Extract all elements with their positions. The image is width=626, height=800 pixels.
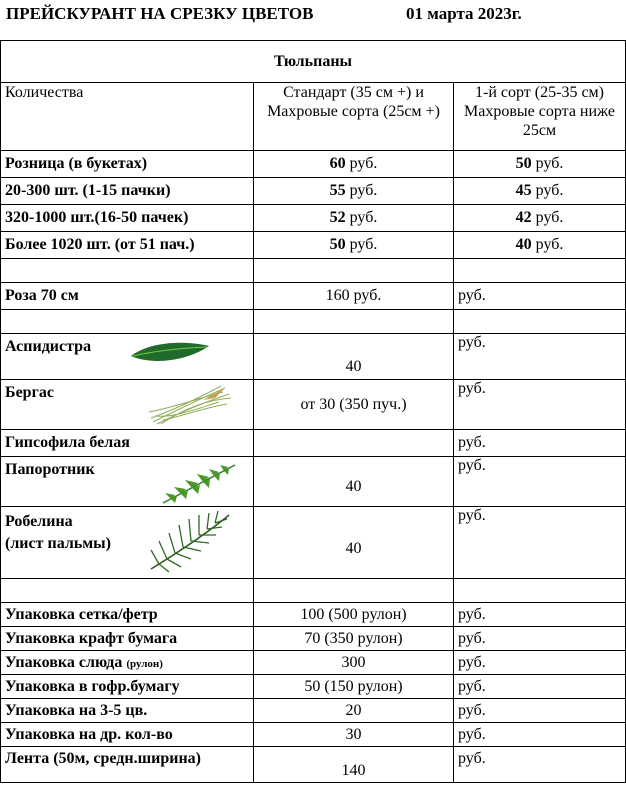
palm-leaf-icon — [147, 509, 233, 575]
packaging-extra: руб. — [454, 699, 626, 723]
tulips-section-row — [1, 41, 626, 83]
greens-extra: руб. — [454, 430, 626, 457]
table-row — [1, 507, 626, 579]
col-grade1-header: 1-й сорт (25-35 см) Махровые сорта ниже 25см — [454, 83, 626, 151]
greens-label: Гипсофила белая — [1, 430, 254, 457]
greens-label-cell — [1, 507, 254, 579]
greens-label-cell — [1, 457, 254, 507]
packaging-label: Упаковка слюда (рулон) — [1, 651, 254, 675]
table-row — [1, 232, 626, 259]
spacer-row — [1, 259, 626, 283]
greens-label: Робелина (лист пальмы) — [5, 513, 111, 552]
rose-label: Роза 70 см — [1, 283, 254, 310]
table-row — [1, 627, 626, 651]
packaging-label: Лента (50м, средн.ширина) — [1, 747, 254, 783]
table-row — [1, 651, 626, 675]
tulip-grade1-price: 50 руб. — [454, 151, 626, 178]
packaging-price: 50 (150 рулон) — [254, 675, 454, 699]
packaging-label: Упаковка сетка/фетр — [1, 603, 254, 627]
table-row — [1, 723, 626, 747]
packaging-extra: руб. — [454, 651, 626, 675]
packaging-price: 30 — [254, 723, 454, 747]
tulip-qty-label: Розница (в букетах) — [1, 151, 254, 178]
table-row — [1, 603, 626, 627]
tulip-qty-label: 20-300 шт. (1-15 пачки) — [1, 178, 254, 205]
packaging-extra: руб. — [454, 627, 626, 651]
greens-label-cell — [1, 380, 254, 430]
greens-extra: руб. — [454, 380, 626, 430]
rose-extra: руб. — [454, 283, 626, 310]
tulips-header-row — [1, 83, 626, 151]
table-row — [1, 430, 626, 457]
tulip-standard-price: 52 руб. — [254, 205, 454, 232]
greens-price: 40 — [254, 507, 454, 579]
table-row — [1, 457, 626, 507]
packaging-price: 20 — [254, 699, 454, 723]
packaging-price: 70 (350 рулон) — [254, 627, 454, 651]
table-row — [1, 747, 626, 783]
packaging-extra: руб. — [454, 747, 626, 783]
packaging-label: Упаковка крафт бумага — [1, 627, 254, 651]
table-row — [1, 178, 626, 205]
page-title: ПРЕЙСКУРАНТ НА СРЕЗКУ ЦВЕТОВ — [6, 4, 314, 23]
packaging-label: Упаковка на др. кол-во — [1, 723, 254, 747]
tulip-qty-label: 320-1000 шт.(16-50 пачек) — [1, 205, 254, 232]
table-row — [1, 283, 626, 310]
table-row — [1, 151, 626, 178]
greens-price: 40 — [254, 457, 454, 507]
price-date: 01 марта 2023г. — [406, 4, 522, 23]
packaging-price: 100 (500 рулон) — [254, 603, 454, 627]
col-standard-header: Стандарт (35 см +) и Махровые сорта (25см +) — [254, 83, 454, 151]
greens-extra: руб. — [454, 507, 626, 579]
tulip-standard-price: 50 руб. — [254, 232, 454, 259]
tulip-standard-price: 55 руб. — [254, 178, 454, 205]
table-row — [1, 334, 626, 380]
spacer-row — [1, 310, 626, 334]
table-row — [1, 675, 626, 699]
table-row — [1, 380, 626, 430]
greens-extra: руб. — [454, 334, 626, 380]
packaging-extra: руб. — [454, 723, 626, 747]
tulip-qty-label: Более 1020 шт. (от 51 пач.) — [1, 232, 254, 259]
greens-label-cell — [1, 334, 254, 380]
rose-price: 160 руб. — [254, 283, 454, 310]
greens-label: Папоротник — [5, 461, 95, 478]
page-header — [6, 4, 626, 30]
greens-price — [254, 430, 454, 457]
packaging-price: 140 — [254, 747, 454, 783]
greens-extra: руб. — [454, 457, 626, 507]
greens-price: от 30 (350 пуч.) — [254, 380, 454, 430]
greens-label: Аспидистра — [5, 338, 92, 355]
packaging-price: 300 — [254, 651, 454, 675]
table-row — [1, 205, 626, 232]
greens-price: 40 — [254, 334, 454, 380]
tulips-section-title: Тюльпаны — [1, 41, 626, 83]
table-row — [1, 699, 626, 723]
packaging-extra: руб. — [454, 603, 626, 627]
packaging-extra: руб. — [454, 675, 626, 699]
fern-icon — [159, 461, 239, 505]
beargrass-icon — [143, 382, 235, 426]
packaging-label: Упаковка в гофр.бумагу — [1, 675, 254, 699]
tulip-grade1-price: 45 руб. — [454, 178, 626, 205]
tulip-grade1-price: 42 руб. — [454, 205, 626, 232]
tulip-standard-price: 60 руб. — [254, 151, 454, 178]
greens-label: Бергас — [5, 384, 54, 401]
aspidistra-leaf-icon — [129, 340, 211, 366]
col-qty-header: Количества — [1, 83, 254, 151]
price-table — [0, 40, 626, 783]
tulip-grade1-price: 40 руб. — [454, 232, 626, 259]
spacer-row — [1, 579, 626, 603]
packaging-label: Упаковка на 3-5 цв. — [1, 699, 254, 723]
